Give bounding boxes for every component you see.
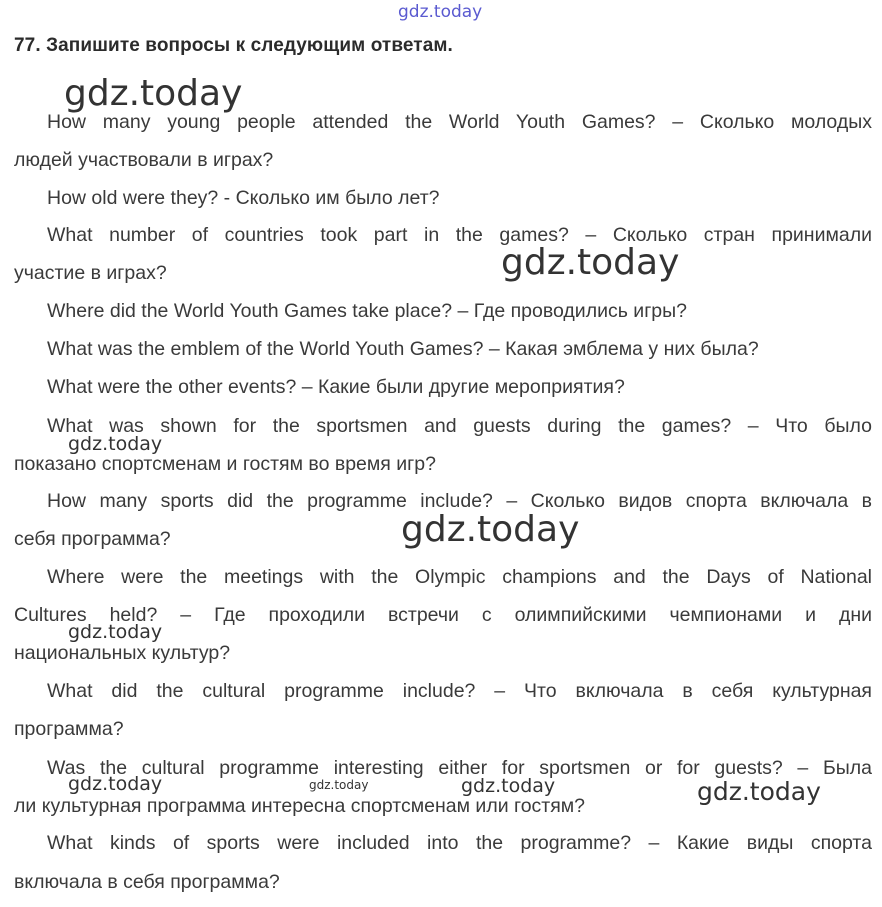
text-line: What were the other events? – Какие были другие мероприятия? <box>47 376 625 398</box>
watermark: gdz.today <box>64 73 243 114</box>
watermark: gdz.today <box>461 775 556 797</box>
watermark: gdz.today <box>68 773 163 795</box>
watermark: gdz.today <box>697 777 821 806</box>
text-line: What was the emblem of the World Youth Games? – Какая эмблема у них была? <box>47 338 759 360</box>
text-line: участие в играх? <box>14 262 167 284</box>
text-line: людей участвовали в играх? <box>14 149 274 171</box>
watermark: gdz.today <box>68 433 163 455</box>
text-line: How many sports did the programme include? – Сколько видов спорта включала в <box>47 490 872 512</box>
exercise-title: 77. Запишите вопросы к следующим ответам. <box>14 35 453 56</box>
text-line: What was shown for the sportsmen and guests during the games? – Что было <box>47 415 872 437</box>
text-line: Where were the meetings with the Olympic champions and the Days of National <box>47 566 872 588</box>
text-line: Where did the World Youth Games take place? – Где проводились игры? <box>47 300 688 322</box>
text-line: показано спортсменам и гостям во время игр? <box>14 453 436 475</box>
text-line: себя программа? <box>14 528 171 550</box>
watermark: gdz.today <box>401 509 580 550</box>
text-line: Cultures held? – Где проходили встречи с олимпийскими чемпионами и дни <box>14 604 872 626</box>
text-line: национальных культур? <box>14 642 231 664</box>
text-line: включала в себя программа? <box>14 871 280 893</box>
text-line: What kinds of sports were included into the programme? – Какие виды спорта <box>47 832 872 854</box>
text-line: How old were they? - Сколько им было лет? <box>47 187 440 209</box>
watermark: gdz.today <box>309 778 369 792</box>
text-line: What did the cultural programme include? – Что включала в себя культурная <box>47 680 872 702</box>
watermark: gdz.today <box>501 242 680 283</box>
watermark-top: gdz.today <box>398 2 483 22</box>
text-line: What number of countries took part in the games? – Сколько стран принимали <box>47 224 872 246</box>
text-line: программа? <box>14 718 124 740</box>
watermark: gdz.today <box>68 621 163 643</box>
text-line: ли культурная программа интересна спортсменам или гостям? <box>14 795 586 817</box>
text-line: Was the cultural programme interesting either for sportsmen or for guests? – Была <box>47 757 872 779</box>
text-line: How many young people attended the World Youth Games? – Сколько молодых <box>47 111 872 133</box>
